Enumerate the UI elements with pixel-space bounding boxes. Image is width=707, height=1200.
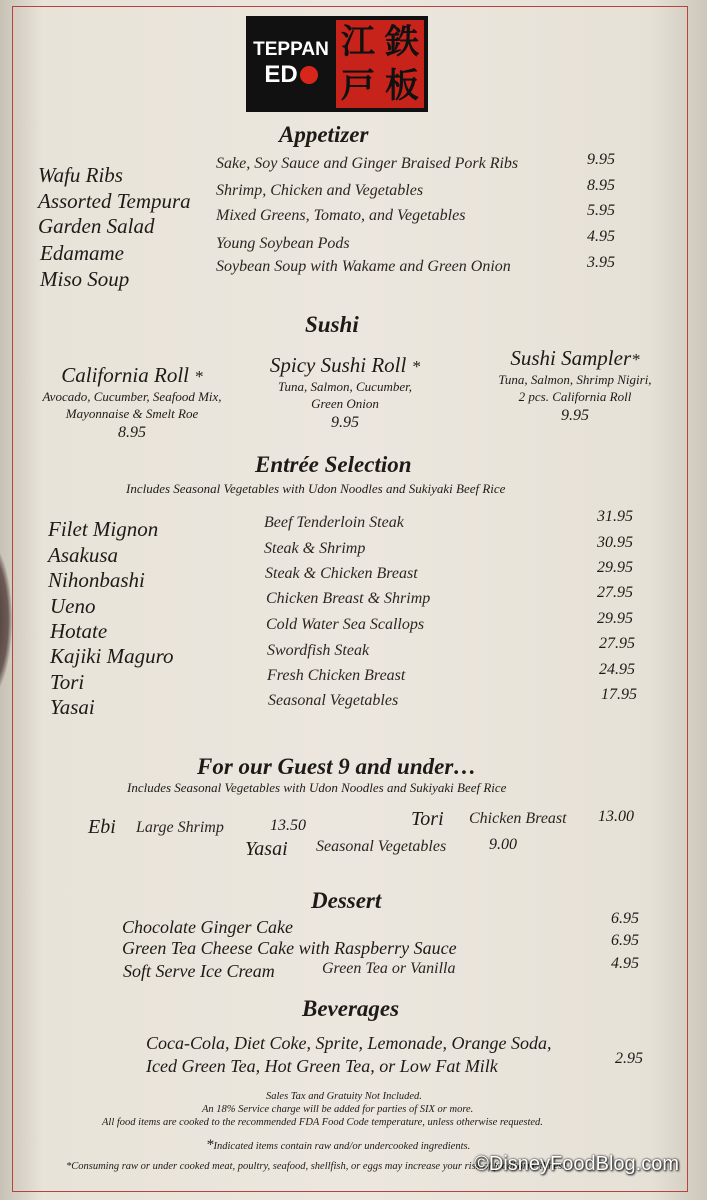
- dessert-price: 4.95: [611, 955, 639, 972]
- logo-kanji-1: 江: [341, 22, 375, 62]
- appetizer-name: Garden Salad: [38, 214, 155, 238]
- kids-price: 13.50: [270, 817, 306, 834]
- entree-subtitle: Includes Seasonal Vegetables with Udon Noodles and Sukiyaki Beef Rice: [126, 481, 506, 496]
- dessert-name: Chocolate Ginger Cake: [122, 917, 293, 937]
- footer-warning: *Consuming raw or under cooked meat, poultry, seafood, shellfish, or eggs may increase your risk of foodborne illness.: [66, 1161, 569, 1172]
- entree-price: 29.95: [597, 610, 633, 627]
- beverages-line: Iced Green Tea, Hot Green Tea, or Low Fat Milk: [146, 1056, 498, 1076]
- sushi-price: 9.95: [561, 407, 589, 424]
- kids-name: Yasai: [245, 838, 288, 860]
- kids-price: 9.00: [489, 836, 517, 853]
- entree-name: Filet Mignon: [48, 517, 159, 541]
- kids-desc: Large Shrimp: [136, 819, 224, 836]
- entree-heading: Entrée Selection: [255, 452, 412, 477]
- teppan-edo-logo: [246, 16, 428, 112]
- appetizer-price: 5.95: [587, 202, 615, 219]
- dessert-desc: Green Tea or Vanilla: [322, 960, 456, 977]
- sushi-item: [22, 363, 242, 442]
- appetizer-price: 3.95: [587, 254, 615, 271]
- entree-name: Kajiki Maguro: [50, 644, 174, 668]
- sushi-price: 8.95: [118, 424, 146, 441]
- raw-indicator-star: *: [194, 367, 203, 386]
- entree-price: 30.95: [597, 534, 633, 551]
- kids-price: 13.00: [598, 808, 634, 825]
- logo-wordmark: [246, 16, 336, 112]
- sushi-heading: Sushi: [305, 312, 359, 337]
- kids-desc: Seasonal Vegetables: [316, 838, 447, 855]
- entree-price: 27.95: [597, 584, 633, 601]
- sushi-item: [240, 353, 450, 432]
- beverages-price: 2.95: [615, 1050, 643, 1067]
- sushi-desc: Tuna, Salmon, Shrimp Nigiri,: [498, 372, 652, 387]
- entree-name: Ueno: [50, 594, 96, 618]
- footer-tax-note: Sales Tax and Gratuity Not Included.: [266, 1091, 422, 1102]
- dessert-price: 6.95: [611, 910, 639, 927]
- appetizer-name: Wafu Ribs: [38, 163, 123, 187]
- logo-red-circle: [300, 66, 318, 84]
- footer-raw-note: *Indicated items contain raw and/or undercooked ingredients.: [206, 1137, 471, 1153]
- appetizer-price: 4.95: [587, 228, 615, 245]
- sushi-name: Sushi Sampler: [510, 346, 632, 370]
- entree-price: 27.95: [599, 635, 635, 652]
- entree-desc: Fresh Chicken Breast: [267, 667, 406, 684]
- appetizer-desc: Shrimp, Chicken and Vegetables: [216, 182, 424, 199]
- beverages-line: Coca-Cola, Diet Coke, Sprite, Lemonade, Orange Soda,: [146, 1033, 552, 1053]
- entree-name: Hotate: [50, 619, 108, 643]
- appetizer-name: Assorted Tempura: [38, 189, 191, 213]
- sushi-desc: 2 pcs. California Roll: [518, 389, 632, 404]
- appetizer-price: 8.95: [587, 177, 615, 194]
- sushi-desc: Mayonnaise & Smelt Roe: [65, 406, 199, 421]
- logo-line1: TEPPAN: [253, 39, 329, 60]
- sushi-desc: Tuna, Salmon, Cucumber,: [278, 379, 412, 394]
- logo-line2: ED: [264, 61, 298, 88]
- appetizer-desc: Sake, Soy Sauce and Ginger Braised Pork Ribs: [216, 155, 519, 172]
- entree-price: 17.95: [601, 686, 637, 703]
- entree-desc: Chicken Breast & Shrimp: [266, 590, 431, 607]
- kids-subtitle: Includes Seasonal Vegetables with Udon Noodles and Sukiyaki Beef Rice: [127, 780, 507, 795]
- entree-name: Yasai: [50, 695, 95, 719]
- raw-indicator-star: *: [631, 350, 640, 369]
- kids-desc: Chicken Breast: [469, 810, 567, 827]
- beverages-heading: Beverages: [302, 996, 400, 1021]
- sushi-price: 9.95: [331, 414, 359, 431]
- sushi-name: California Roll: [61, 363, 189, 387]
- entree-desc: Steak & Chicken Breast: [265, 565, 418, 582]
- logo-kanji-3: 戸: [341, 66, 375, 106]
- dessert-name: Soft Serve Ice Cream: [123, 961, 275, 981]
- entree-desc: Steak & Shrimp: [264, 540, 366, 557]
- appetizer-name: Edamame: [40, 241, 124, 265]
- appetizer-desc: Mixed Greens, Tomato, and Vegetables: [216, 207, 466, 224]
- entree-desc: Swordfish Steak: [267, 642, 370, 659]
- sushi-desc: Avocado, Cucumber, Seafood Mix,: [42, 389, 222, 404]
- logo-kanji-2: 鉄: [385, 22, 419, 62]
- raw-indicator-star: *: [206, 1137, 214, 1153]
- footer-fda-note: All food items are cooked to the recommended FDA Food Code temperature, unless otherwise requested.: [102, 1117, 543, 1128]
- dessert-price: 6.95: [611, 932, 639, 949]
- watermark: ©DisneyFoodBlog.com: [474, 1153, 679, 1175]
- entree-price: 24.95: [599, 661, 635, 678]
- kids-name: Ebi: [88, 816, 116, 838]
- appetizer-desc: Soybean Soup with Wakame and Green Onion: [216, 258, 511, 275]
- entree-price: 29.95: [597, 559, 633, 576]
- entree-name: Asakusa: [48, 543, 118, 567]
- entree-price: 31.95: [597, 508, 633, 525]
- sushi-desc: Green Onion: [311, 396, 379, 411]
- logo-kanji-4: 板: [385, 66, 419, 106]
- entree-desc: Beef Tenderloin Steak: [264, 514, 404, 531]
- edge-shadow: [0, 540, 12, 700]
- sushi-item: [460, 346, 690, 425]
- appetizer-name: Miso Soup: [40, 267, 130, 291]
- dessert-name: Green Tea Cheese Cake with Raspberry Sauce: [122, 938, 457, 958]
- kids-name: Tori: [411, 808, 444, 830]
- dessert-heading: Dessert: [311, 888, 382, 913]
- appetizer-desc: Young Soybean Pods: [216, 235, 350, 252]
- entree-desc: Cold Water Sea Scallops: [266, 616, 425, 633]
- raw-indicator-star: *: [411, 357, 421, 376]
- appetizer-heading: Appetizer: [279, 122, 369, 147]
- logo-kanji-block: [336, 20, 424, 108]
- entree-name: Nihonbashi: [48, 568, 145, 592]
- footer-service-charge: An 18% Service charge will be added for parties of SIX or more.: [202, 1104, 474, 1115]
- kids-heading: For our Guest 9 and under…: [197, 754, 477, 779]
- appetizer-price: 9.95: [587, 151, 615, 168]
- entree-desc: Seasonal Vegetables: [268, 692, 399, 709]
- sushi-name: Spicy Sushi Roll: [269, 353, 407, 377]
- entree-name: Tori: [50, 670, 85, 694]
